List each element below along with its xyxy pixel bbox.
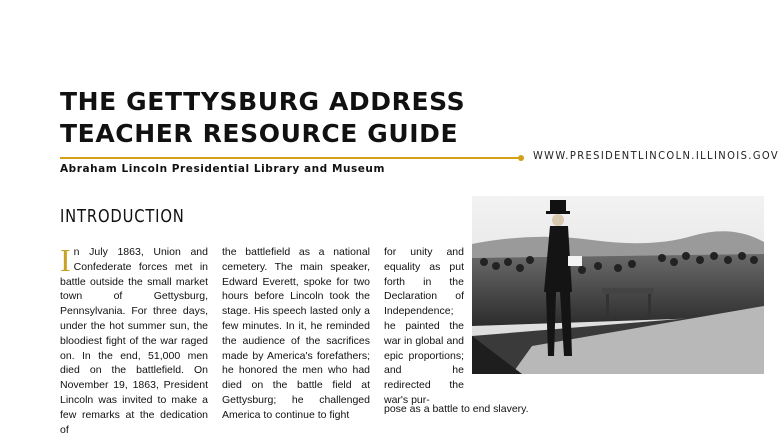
title-divider [60,157,522,159]
column-3-text: for unity and equality as put forth in the Declaration of Independence; he painted the war in global and epic proportions; and he redirected the war's pur- [384,246,464,406]
divider-endpoint [518,155,524,161]
column-2-text: the battlefield as a national cemetery. The main speaker, Edward Everett, spoke for two hours before Lincoln took the stage. His speech lasted only a few minutes. In it, he reminded the audience of the sacrifices made by America's forefathers; he honored the men who had died on the battle field at Gettysburg; he challenged America to continue to fight [222,246,370,421]
text-column-1 [60,242,208,437]
text-column-2 [222,245,370,423]
drop-cap: I [60,242,71,278]
column-3-tail: pose as a battle to end slavery. [384,403,529,415]
gettysburg-painting [472,196,764,374]
page-title [60,86,465,150]
section-heading-introduction: INTRODUCTION [60,206,185,227]
title-line-2: TEACHER RESOURCE GUIDE [60,119,459,148]
website-url[interactable]: WWW.PRESIDENTLINCOLN.ILLINOIS.GOV [533,149,780,162]
column-1-text: n July 1863, Union and Confederate forces met in battle outside the small market town of Gettysburg, Pennsylvania. For three days, under the hot summer sun, the bloodiest fight of the war raged on. In the end, 51,000 men died on the battlefield. On November 19, 1863, President Lincoln was invited to make a few remarks at the dedication of [60,246,208,436]
text-column-3 [384,245,464,408]
painting-table [602,288,654,294]
organization-subtitle: Abraham Lincoln Presidential Library and Museum [60,163,385,175]
title-line-1: THE GETTYSBURG ADDRESS [60,87,466,116]
